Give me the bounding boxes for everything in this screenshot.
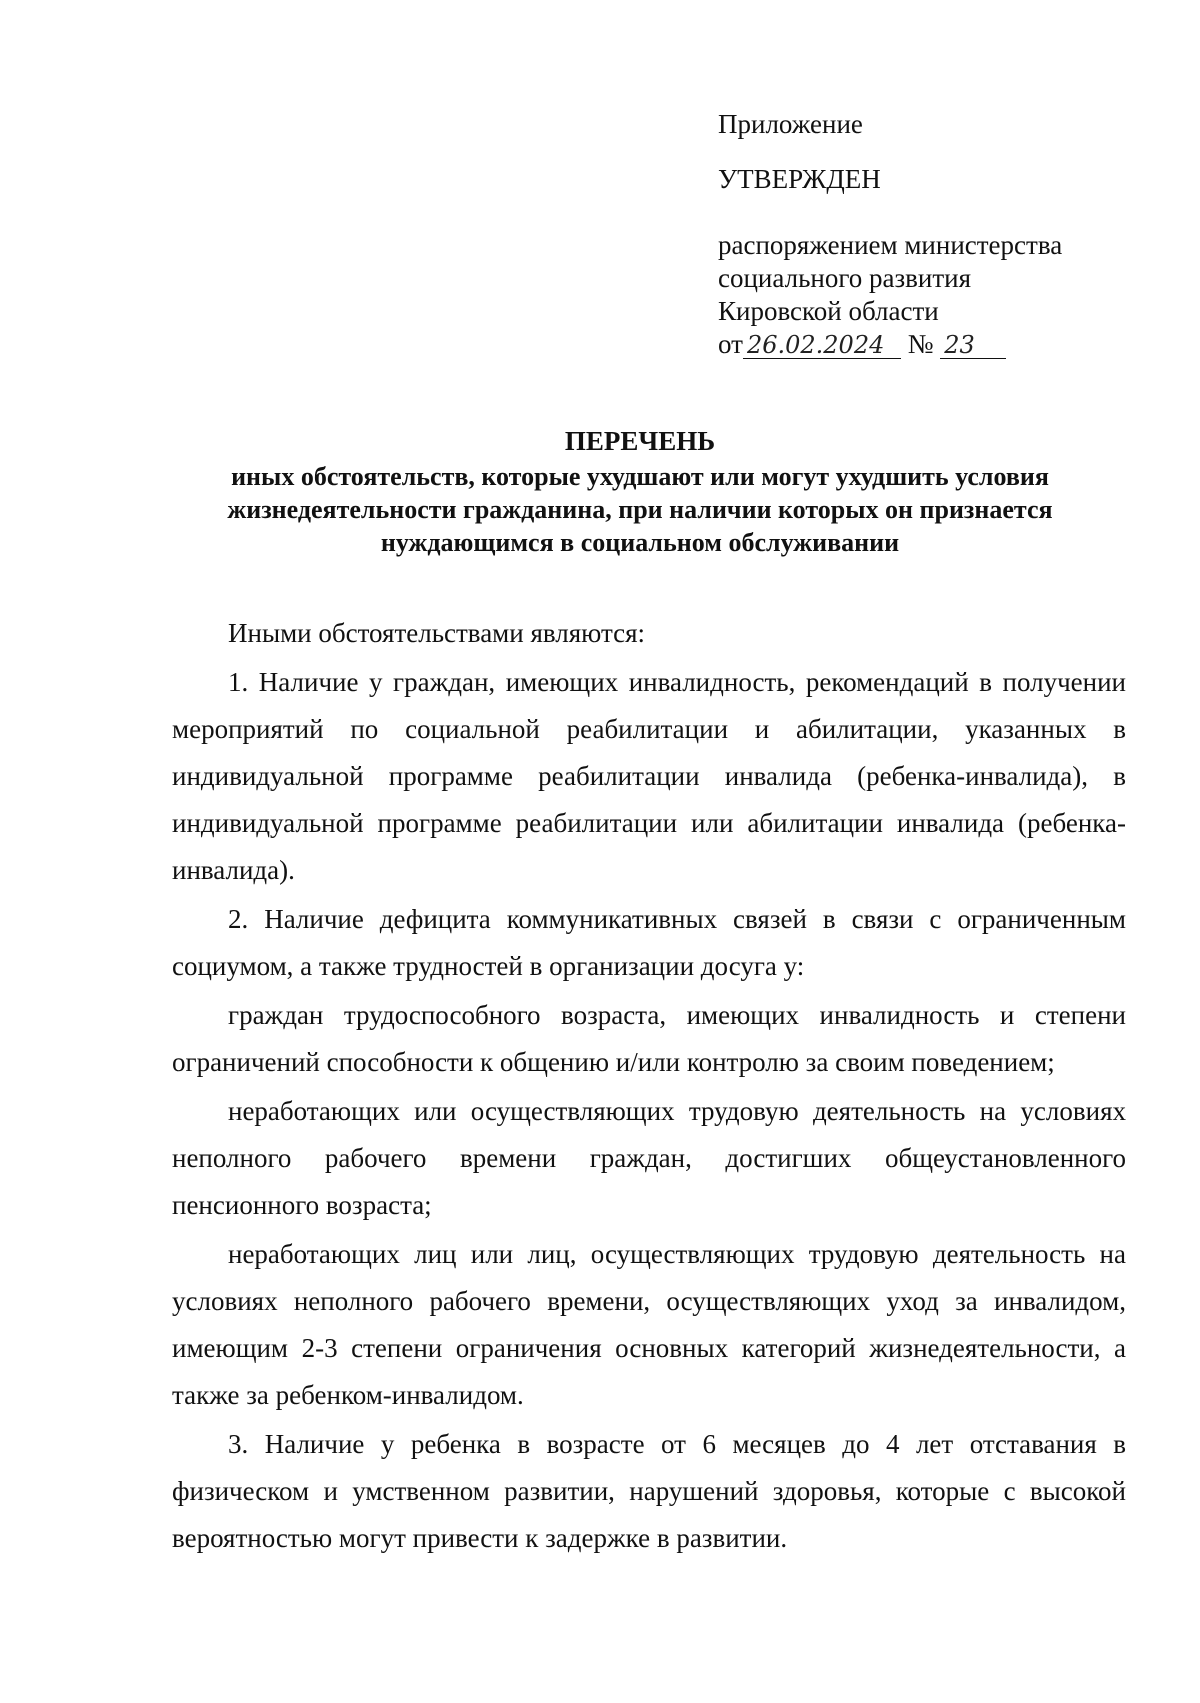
approval-line-ministry: распоряжением министерства: [718, 230, 1063, 260]
handwritten-number: 23: [940, 332, 1006, 359]
approval-block: [718, 108, 1158, 361]
approval-line-region: Кировской области: [718, 296, 939, 326]
approved-label: УТВЕРЖДЕН: [718, 164, 881, 194]
heading-line-2: жизнедеятельности гражданина, при наличии которых он признается: [227, 495, 1053, 524]
number-prefix: №: [907, 329, 934, 359]
body-intro: Иными обстоятельствами являются:: [228, 618, 646, 648]
list-item-2b: неработающих или осуществляющих трудовую деятельность на условиях неполного рабочего времени граждан, достигших общеустановленного пенсионного возраста;: [172, 1096, 1126, 1220]
date-prefix: от: [718, 329, 743, 359]
approval-line-development: социального развития: [718, 263, 972, 293]
approval-date-number-line: [718, 328, 1158, 361]
list-item-2a: граждан трудоспособного возраста, имеющих инвалидность и степени ограничений способности к общению и/или контролю за своим поведением;: [172, 1000, 1126, 1077]
heading-title: ПЕРЕЧЕНЬ: [564, 426, 716, 456]
document-heading: [170, 425, 1110, 559]
appendix-label: Приложение: [718, 109, 863, 139]
approval-details: [718, 229, 1158, 361]
handwritten-date: 26.02.2024: [743, 332, 901, 359]
heading-line-1: иных обстоятельств, которые ухудшают или могут ухудшить условия: [231, 462, 1049, 491]
document-body: [172, 610, 1126, 1562]
list-item-1: 1. Наличие у граждан, имеющих инвалидность, рекомендаций в получении мероприятий по социальной реабилитации и абилитации, указанных в индивидуальной программе реабилитации инвалида (ребенка-инвалида), в индивидуальной программе реабилитации или абилитации инвалида (ребенка-инвалида).: [172, 667, 1126, 885]
heading-line-3: нуждающимся в социальном обслуживании: [380, 528, 900, 557]
list-item-3: 3. Наличие у ребенка в возрасте от 6 месяцев до 4 лет отставания в физическом и умственном развитии, нарушений здоровья, которые с высокой вероятностью могут привести к задержке в развитии.: [172, 1429, 1126, 1553]
list-item-2c: неработающих лиц или лиц, осуществляющих трудовую деятельность на условиях неполного рабочего времени, осуществляющих уход за инвалидом, имеющим 2-3 степени ограничения основных категорий жизнедеятельности, а также за ребенком-инвалидом.: [172, 1239, 1126, 1410]
list-item-2: 2. Наличие дефицита коммуникативных связей в связи с ограниченным социумом, а также трудностей в организации досуга у:: [172, 904, 1126, 981]
